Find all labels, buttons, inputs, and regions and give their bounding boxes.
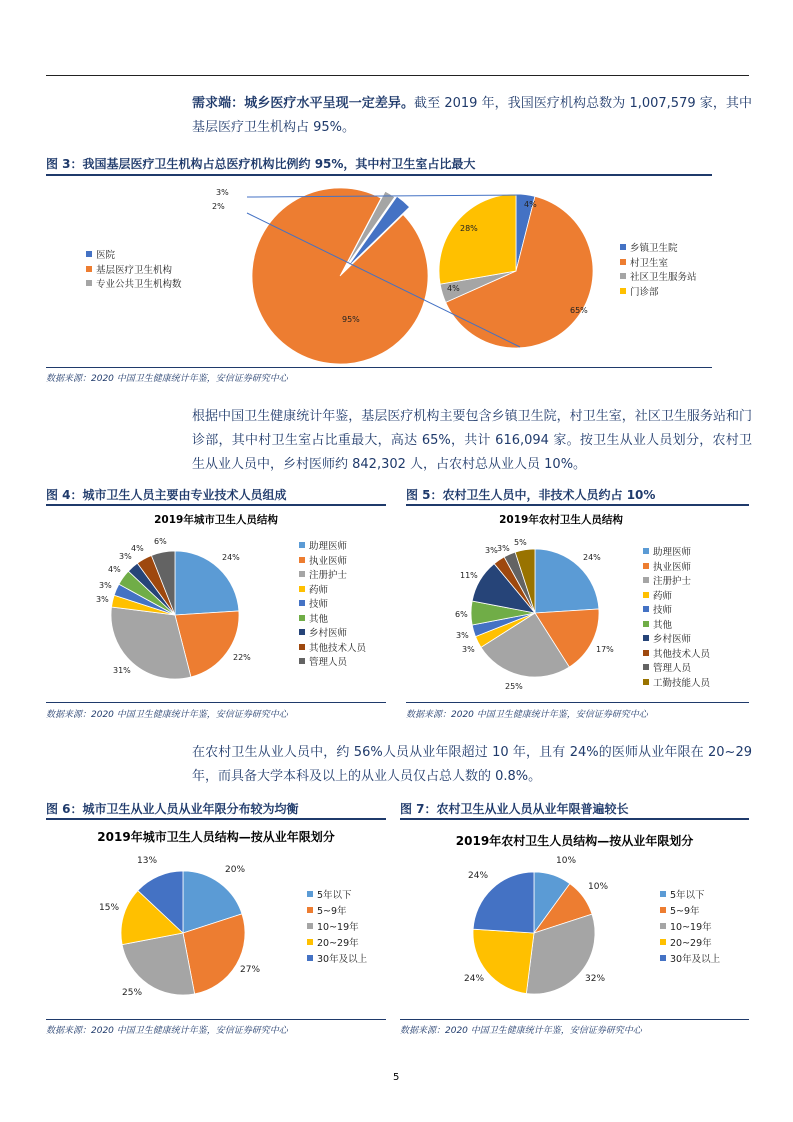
fig3-label-township: 4% bbox=[524, 200, 537, 209]
fig5-source: 数据来源：2020 中国卫生健康统计年鉴，安信证券研究中心 bbox=[406, 710, 648, 720]
legend-swatch bbox=[620, 288, 626, 294]
legend-item bbox=[299, 640, 366, 655]
legend-item bbox=[620, 284, 697, 299]
legend-item bbox=[643, 646, 710, 661]
fig5-rule-bottom bbox=[406, 702, 749, 703]
fig5-pie bbox=[471, 549, 599, 677]
legend-swatch bbox=[620, 244, 626, 250]
legend-item bbox=[643, 588, 710, 603]
fig7-pie bbox=[473, 872, 595, 994]
legend-swatch bbox=[307, 891, 313, 897]
legend-swatch bbox=[660, 907, 666, 913]
legend-label: 门诊部 bbox=[630, 286, 659, 298]
legend-label: 执业医师 bbox=[653, 561, 692, 573]
fig5-label-3: 3% bbox=[462, 645, 475, 654]
legend-swatch bbox=[643, 563, 649, 569]
fig6-chart-title: 2019年城市卫生人员结构—按从业年限划分 bbox=[97, 830, 335, 844]
fig7-pie-slice-4 bbox=[473, 872, 534, 933]
fig7-label-3: 24% bbox=[464, 974, 485, 984]
fig4-label-5: 4% bbox=[108, 565, 121, 574]
legend-label: 药师 bbox=[309, 584, 329, 596]
legend-label: 专业公共卫生机构数 bbox=[96, 279, 182, 291]
legend-swatch bbox=[86, 266, 92, 272]
fig7-label-0: 10% bbox=[556, 856, 577, 866]
fig7-label-2: 32% bbox=[585, 974, 606, 984]
fig6-label-2: 25% bbox=[122, 988, 143, 998]
fig4-label-2: 31% bbox=[113, 666, 131, 675]
fig3-rule-bottom bbox=[46, 367, 712, 368]
legend-label: 药师 bbox=[653, 590, 673, 602]
legend-label: 其他技术人员 bbox=[309, 642, 367, 654]
legend-swatch bbox=[660, 939, 666, 945]
fig7-label-1: 10% bbox=[588, 882, 609, 892]
legend-item bbox=[660, 950, 720, 966]
legend-item bbox=[620, 255, 697, 270]
fig4-label-7: 4% bbox=[131, 544, 144, 553]
legend-label: 基层医疗卫生机构 bbox=[96, 264, 173, 276]
legend-label: 其他 bbox=[309, 613, 329, 625]
legend-item bbox=[643, 675, 710, 690]
legend-item bbox=[643, 559, 710, 574]
legend-item bbox=[307, 886, 367, 902]
legend-label: 10~19年 bbox=[670, 922, 712, 933]
legend-label: 30年及以上 bbox=[670, 954, 721, 965]
page-number: 5 bbox=[393, 1072, 400, 1083]
legend-item bbox=[660, 934, 720, 950]
legend-swatch bbox=[643, 664, 649, 670]
fig7-label-4: 24% bbox=[468, 871, 489, 881]
fig4-rule-top bbox=[46, 504, 386, 506]
legend-swatch bbox=[643, 635, 649, 641]
legend-swatch bbox=[299, 571, 305, 577]
fig7-rule-bottom bbox=[400, 1019, 749, 1020]
paragraph-1 bbox=[192, 92, 752, 140]
fig4-label-4: 3% bbox=[99, 581, 112, 590]
legend-label: 乡村医师 bbox=[653, 634, 692, 646]
legend-label: 乡镇卫生院 bbox=[630, 243, 678, 255]
legend-item bbox=[86, 262, 182, 277]
fig5-chart-title: 2019年农村卫生人员结构 bbox=[499, 514, 623, 526]
legend-swatch bbox=[643, 650, 649, 656]
legend-item bbox=[307, 918, 367, 934]
fig5-chart bbox=[462, 540, 612, 690]
legend-item bbox=[660, 902, 720, 918]
legend-item bbox=[299, 567, 366, 582]
fig4-pie bbox=[111, 551, 239, 679]
fig3-label-village: 65% bbox=[570, 306, 588, 315]
fig7-rule-top bbox=[400, 818, 749, 820]
legend-label: 注册护士 bbox=[653, 576, 692, 588]
legend-label: 执业医师 bbox=[309, 555, 348, 567]
legend-swatch bbox=[299, 658, 305, 664]
fig6-source: 数据来源：2020 中国卫生健康统计年鉴，安信证券研究中心 bbox=[46, 1026, 288, 1036]
fig7-source: 数据来源：2020 中国卫生健康统计年鉴，安信证券研究中心 bbox=[400, 1026, 642, 1036]
fig3-source: 数据来源：2020 中国卫生健康统计年鉴，安信证券研究中心 bbox=[46, 374, 288, 384]
fig3-title: 图 3：我国基层医疗卫生机构占总医疗机构比例约 95%，其中村卫生室占比最大 bbox=[46, 157, 476, 171]
legend-label: 5年以下 bbox=[317, 890, 352, 901]
legend-label: 5~9年 bbox=[670, 906, 700, 917]
legend-swatch bbox=[86, 251, 92, 257]
legend-swatch bbox=[660, 923, 666, 929]
legend-swatch bbox=[643, 592, 649, 598]
legend-swatch bbox=[660, 891, 666, 897]
legend-item bbox=[299, 596, 366, 611]
legend-label: 10~19年 bbox=[317, 922, 359, 933]
fig5-label-4: 3% bbox=[456, 631, 469, 640]
legend-item bbox=[660, 886, 720, 902]
legend-item bbox=[643, 631, 710, 646]
legend-swatch bbox=[299, 644, 305, 650]
fig4-label-8: 6% bbox=[154, 537, 167, 546]
legend-swatch bbox=[299, 557, 305, 563]
legend-label: 20~29年 bbox=[317, 938, 359, 949]
fig6-label-1: 27% bbox=[240, 965, 261, 975]
fig5-title: 图 5：农村卫生人员中，非技术人员约占 10% bbox=[406, 488, 656, 502]
fig6-pie bbox=[121, 871, 245, 995]
fig5-label-6: 11% bbox=[460, 571, 478, 580]
legend-swatch bbox=[643, 679, 649, 685]
paragraph-3: 在农村卫生从业人员中，约 56%人员从业年限超过 10 年，且有 24%的医师从业年限在 20~29 年，而具备大学本科及以上的从业人员仅占总人数的 0.8%。 bbox=[192, 745, 752, 784]
fig5-label-7: 3% bbox=[485, 546, 498, 555]
legend-item bbox=[643, 617, 710, 632]
fig4-title: 图 4：城市卫生人员主要由专业技术人员组成 bbox=[46, 488, 287, 502]
header-rule bbox=[46, 75, 749, 76]
fig3-left-legend bbox=[86, 247, 182, 291]
legend-item bbox=[643, 573, 710, 588]
legend-swatch bbox=[643, 606, 649, 612]
fig7-chart-title: 2019年农村卫生人员结构—按从业年限划分 bbox=[455, 834, 694, 848]
legend-label: 社区卫生服务站 bbox=[630, 272, 697, 284]
legend-item bbox=[299, 625, 366, 640]
fig4-label-3: 3% bbox=[96, 595, 109, 604]
fig5-label-5: 6% bbox=[455, 610, 468, 619]
legend-swatch bbox=[620, 259, 626, 265]
legend-label: 工勤技能人员 bbox=[653, 677, 711, 689]
legend-swatch bbox=[643, 548, 649, 554]
legend-swatch bbox=[307, 907, 313, 913]
fig6-label-4: 13% bbox=[137, 856, 158, 866]
legend-item bbox=[643, 660, 710, 675]
fig6-label-3: 15% bbox=[99, 903, 120, 913]
legend-label: 技师 bbox=[309, 599, 329, 611]
fig5-label-1: 17% bbox=[596, 645, 614, 654]
fig6-rule-top bbox=[46, 818, 386, 820]
fig4-label-1: 22% bbox=[233, 653, 251, 662]
fig3-label-hospital: 3% bbox=[216, 188, 229, 197]
fig5-label-2: 25% bbox=[505, 682, 523, 691]
fig4-label-0: 24% bbox=[222, 553, 240, 562]
paragraph-1-lead: 需求端：城乡医疗水平呈现一定差异。 bbox=[192, 96, 415, 111]
legend-swatch bbox=[299, 629, 305, 635]
legend-label: 注册护士 bbox=[309, 570, 348, 582]
fig3-label-public: 2% bbox=[212, 202, 225, 211]
legend-swatch bbox=[660, 955, 666, 961]
legend-item bbox=[307, 902, 367, 918]
legend-label: 5~9年 bbox=[317, 906, 347, 917]
legend-label: 其他 bbox=[653, 619, 673, 631]
legend-item bbox=[86, 276, 182, 291]
fig4-legend bbox=[299, 538, 366, 669]
legend-item bbox=[299, 582, 366, 597]
fig3-label-clinic: 28% bbox=[460, 224, 478, 233]
legend-label: 医院 bbox=[96, 250, 116, 262]
legend-label: 其他技术人员 bbox=[653, 648, 711, 660]
legend-item bbox=[620, 240, 697, 255]
legend-swatch bbox=[620, 273, 626, 279]
fig5-rule-top bbox=[406, 504, 749, 506]
fig4-label-6: 3% bbox=[119, 552, 132, 561]
fig6-rule-bottom bbox=[46, 1019, 386, 1020]
legend-item bbox=[299, 611, 366, 626]
legend-swatch bbox=[643, 621, 649, 627]
legend-label: 助理医师 bbox=[309, 541, 348, 553]
fig3-left-pie bbox=[252, 188, 428, 364]
fig3-right-slice-3 bbox=[439, 194, 516, 284]
fig3-right-pie bbox=[439, 194, 593, 348]
legend-swatch bbox=[307, 923, 313, 929]
fig6-title: 图 6：城市卫生从业人员从业年限分布较为均衡 bbox=[46, 802, 299, 816]
legend-swatch bbox=[307, 955, 313, 961]
legend-item bbox=[299, 553, 366, 568]
legend-item bbox=[620, 269, 697, 284]
legend-item bbox=[643, 602, 710, 617]
legend-label: 村卫生室 bbox=[630, 257, 669, 269]
legend-swatch bbox=[307, 939, 313, 945]
fig5-label-9: 5% bbox=[514, 538, 527, 547]
legend-label: 乡村医师 bbox=[309, 628, 348, 640]
fig6-legend bbox=[307, 886, 367, 966]
fig4-rule-bottom bbox=[46, 702, 386, 703]
legend-swatch bbox=[299, 615, 305, 621]
fig3-right-legend bbox=[620, 240, 697, 298]
legend-label: 5年以下 bbox=[670, 890, 705, 901]
legend-label: 管理人员 bbox=[309, 657, 348, 669]
legend-swatch bbox=[86, 280, 92, 286]
legend-swatch bbox=[299, 586, 305, 592]
legend-item bbox=[299, 538, 366, 553]
legend-item bbox=[86, 247, 182, 262]
fig5-label-8: 3% bbox=[497, 544, 510, 553]
legend-swatch bbox=[299, 600, 305, 606]
legend-item bbox=[660, 918, 720, 934]
fig4-source: 数据来源：2020 中国卫生健康统计年鉴，安信证券研究中心 bbox=[46, 710, 288, 720]
paragraph-2: 根据中国卫生健康统计年鉴，基层医疗机构主要包含乡镇卫生院，村卫生室，社区卫生服务站和门诊部，其中村卫生室占比重最大，高达 65%，共计 616,094 家。按卫生从业人员划分，农村卫生从业人员中，乡村医师约 842,302 人，占农村总从业人员 10%。 bbox=[192, 409, 752, 472]
fig6-label-0: 20% bbox=[225, 865, 246, 875]
fig5-label-0: 24% bbox=[583, 553, 601, 562]
legend-item bbox=[299, 654, 366, 669]
fig7-legend bbox=[660, 886, 720, 966]
fig3-label-grassroots: 95% bbox=[342, 315, 360, 324]
legend-item bbox=[643, 544, 710, 559]
fig5-legend bbox=[643, 544, 710, 689]
legend-label: 助理医师 bbox=[653, 547, 692, 559]
fig7-title: 图 7：农村卫生从业人员从业年限普遍较长 bbox=[400, 802, 629, 816]
legend-label: 20~29年 bbox=[670, 938, 712, 949]
legend-swatch bbox=[643, 577, 649, 583]
fig3-label-community: 4% bbox=[447, 284, 460, 293]
paragraph-1-text: 截至 2019 年，我国医疗机构总数为 1,007,579 家，其中基层医疗卫生机构占 95%。 bbox=[192, 96, 752, 135]
legend-swatch bbox=[299, 542, 305, 548]
legend-item bbox=[307, 950, 367, 966]
legend-label: 管理人员 bbox=[653, 663, 692, 675]
legend-item bbox=[307, 934, 367, 950]
legend-label: 技师 bbox=[653, 605, 673, 617]
fig4-chart-title: 2019年城市卫生人员结构 bbox=[154, 514, 278, 526]
legend-label: 30年及以上 bbox=[317, 954, 368, 965]
